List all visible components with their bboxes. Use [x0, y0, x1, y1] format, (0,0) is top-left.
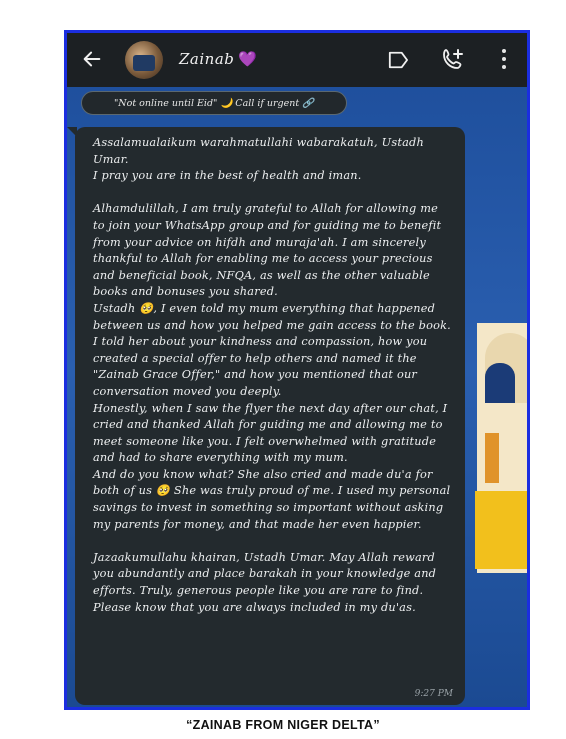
image-caption: “ZAINAB FROM NIGER DELTA”: [186, 718, 380, 732]
back-arrow-icon[interactable]: [81, 48, 103, 70]
status-pill: "Not online until Eid" 🌙 Call if urgent 🔗: [81, 91, 347, 115]
message-paragraph: Jazaakumullahu khairan, Ustadh Umar. May Allah reward you abundantly and place barakah in your knowledge and efforts. Truly, generous people like you are rare to find. Please know that you are always included in my du'as.: [93, 550, 437, 614]
more-vert-icon[interactable]: [501, 49, 507, 71]
message-paragraph: Honestly, when I saw the flyer the next day after our chat, I cried and thanked Allah for guiding me and allowing me to meet someone like you. I felt overwhelmed with gratitude and had to share everything with my mum.: [93, 401, 448, 465]
message-text: [93, 135, 451, 616]
message-paragraph: Ustadh 🥺, I even told my mum everything that happened between us and how you helped me gain access to the book. I told her about your kindness and compassion, how you created a special offer to help others and named it the "Zainab Grace Offer," and how you mentioned that our conversation moved you deeply.: [93, 301, 451, 398]
label-icon[interactable]: [387, 50, 409, 70]
heart-emoji: 💜: [238, 50, 258, 68]
contact-name[interactable]: [179, 50, 258, 68]
avatar[interactable]: [125, 41, 163, 79]
message-bubble[interactable]: [75, 127, 465, 705]
contact-name-text: Zainab: [179, 50, 235, 68]
message-paragraph: Assalamualaikum warahmatullahi wabarakatuh, Ustadh Umar.: [93, 136, 424, 166]
wallpaper-decoration: [475, 491, 530, 569]
message-paragraph: Alhamdulillah, I am truly grateful to Allah for allowing me to join your WhatsApp group and for guiding me to benefit from your advice on hifdh and muraja'ah. I am sincerely thankful to Allah for enabling me to access your precious and beneficial book, NFQA, as well as the other valuable books and bonuses you shared.: [93, 202, 442, 299]
wallpaper-decoration: [485, 433, 499, 483]
message-paragraph: I pray you are in the best of health and iman.: [93, 169, 362, 183]
message-timestamp: 9:27 PM: [414, 689, 453, 699]
add-call-icon[interactable]: [441, 47, 465, 71]
message-paragraph: And do you know what? She also cried and made du'a for both of us 🥺 She was truly proud of me. I used my personal savings to invest in something so important without asking my parents for money, and that made her even happier.: [93, 467, 451, 531]
chat-header: [67, 33, 527, 87]
screenshot-frame: [64, 30, 530, 710]
avatar-image: [133, 55, 155, 71]
wallpaper-decoration: [485, 363, 515, 403]
